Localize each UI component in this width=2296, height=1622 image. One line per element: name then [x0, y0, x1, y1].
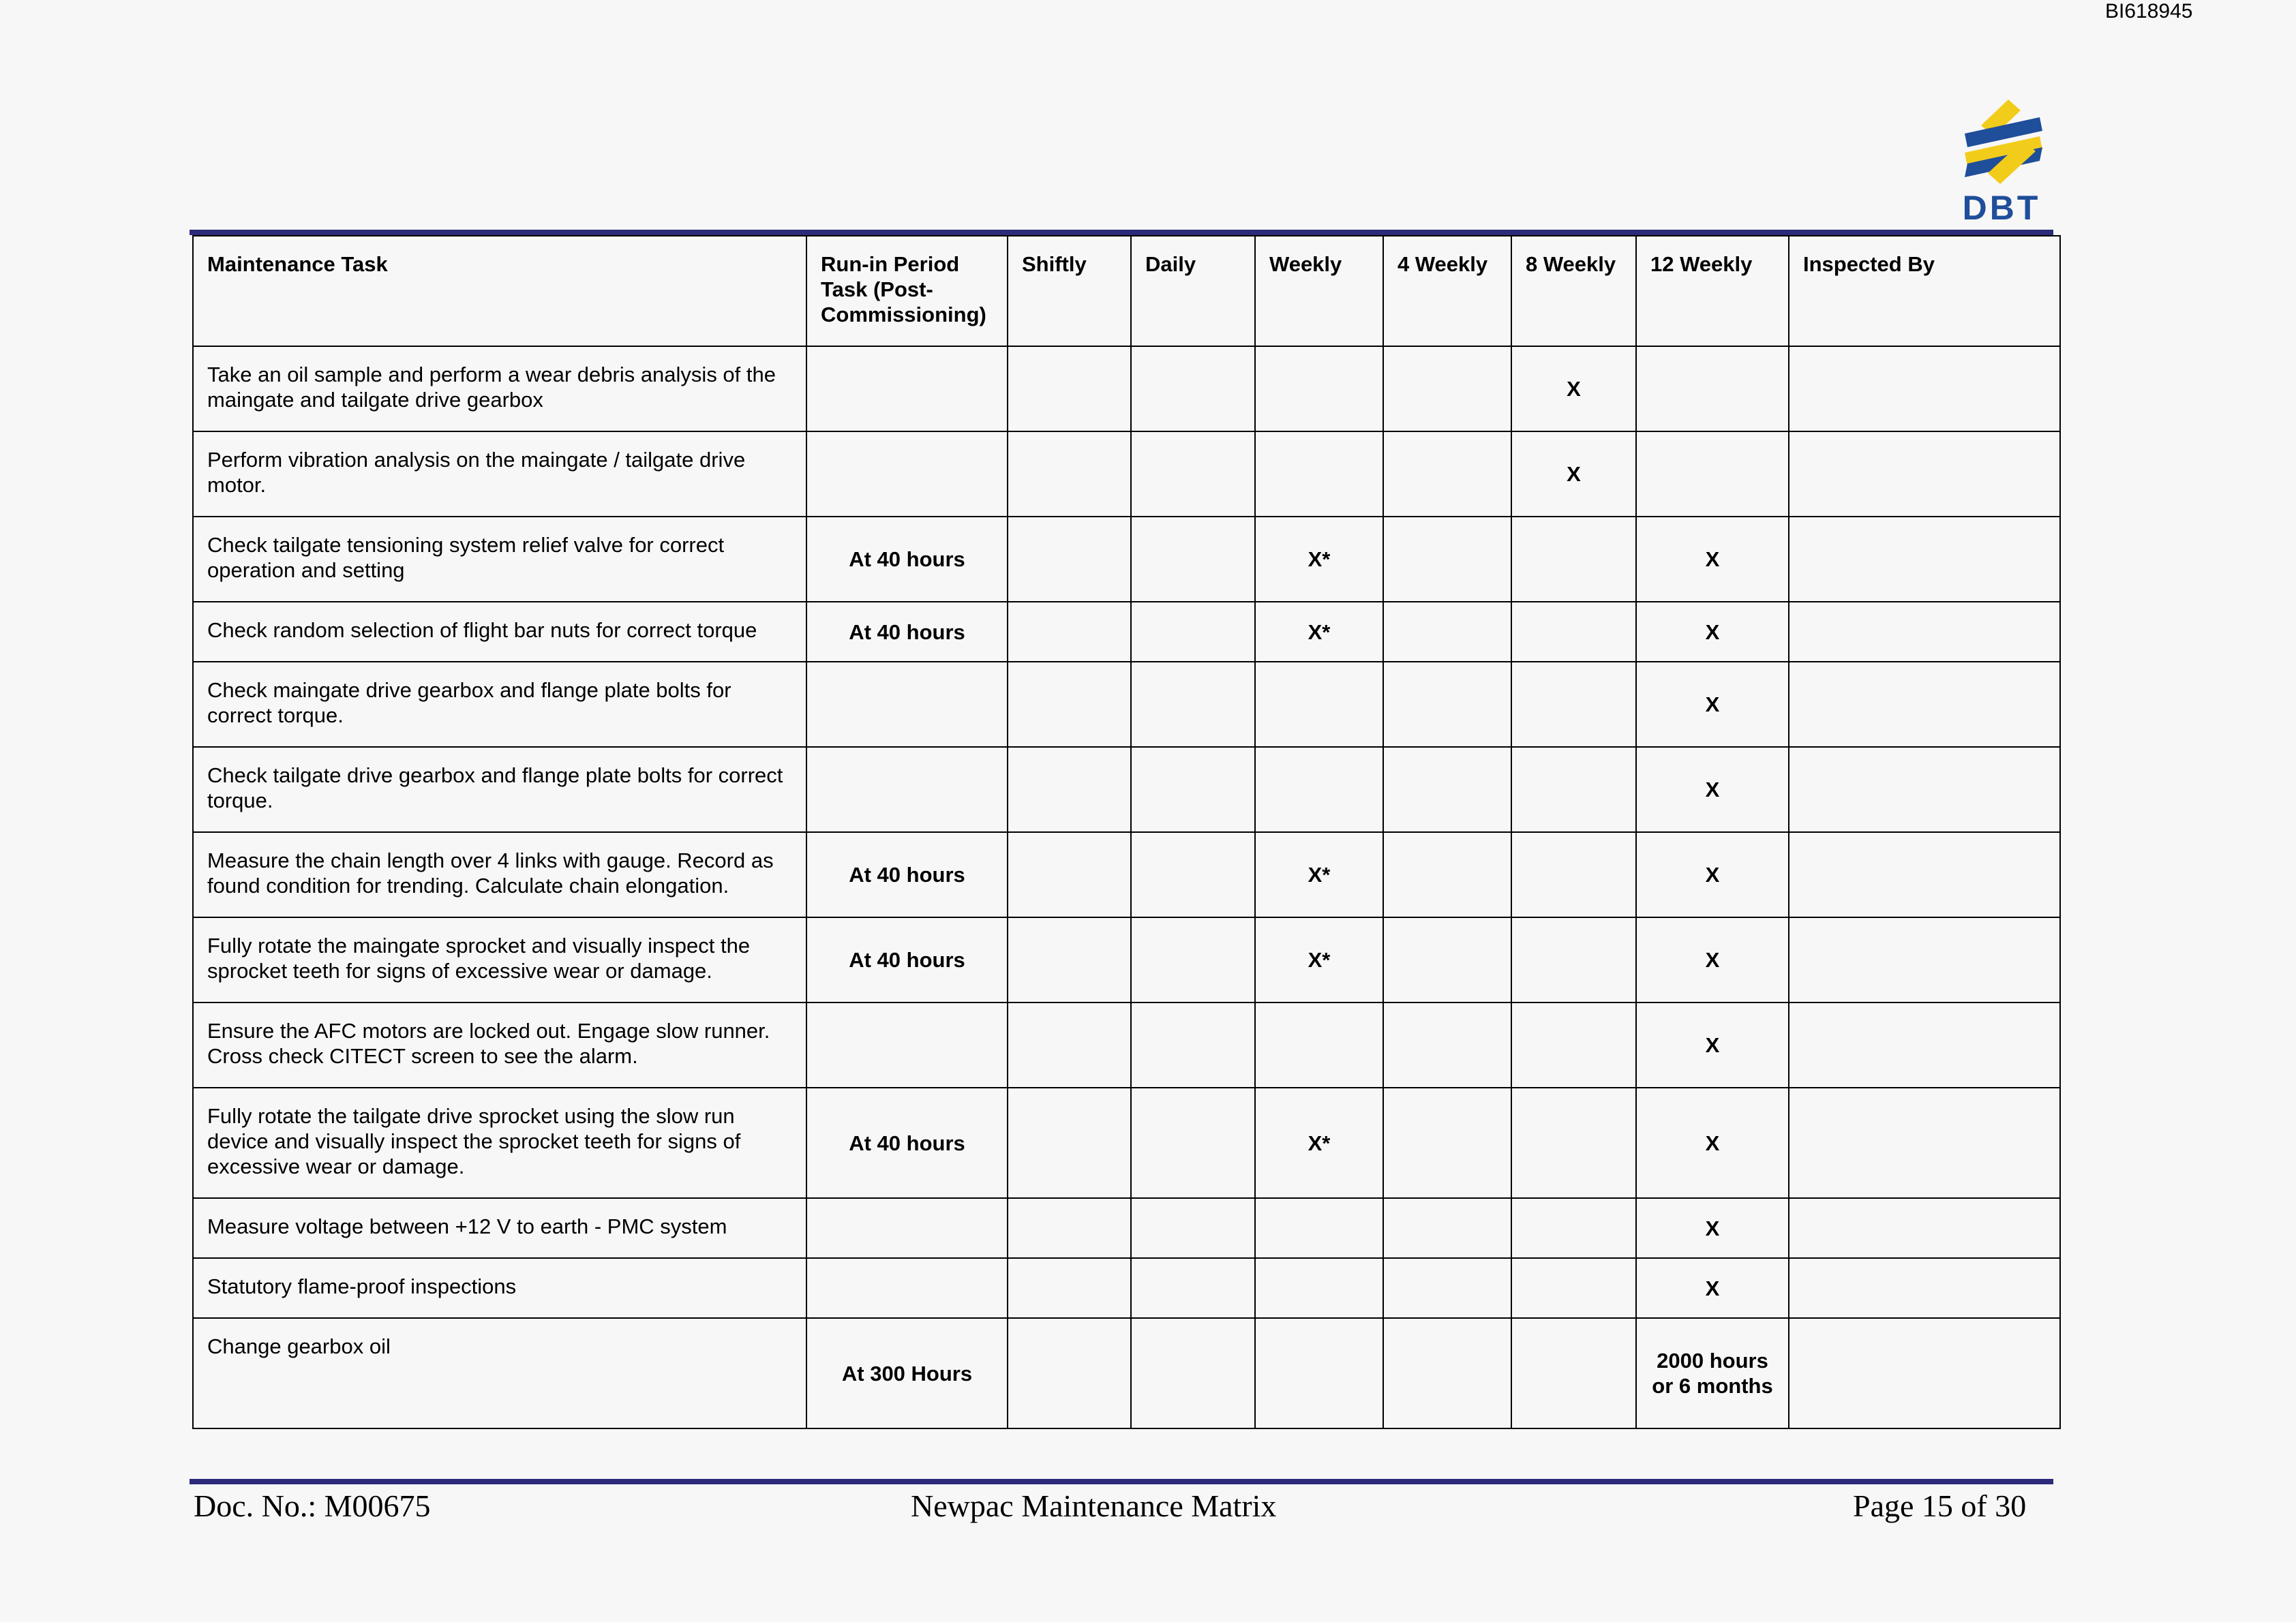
- weekly-cell: [1255, 1318, 1383, 1428]
- inspected-by-cell[interactable]: [1789, 662, 2060, 747]
- shiftly-cell: [1008, 517, 1131, 602]
- inspected-by-cell[interactable]: [1789, 1003, 2060, 1088]
- 12-weekly-cell: [1636, 346, 1789, 431]
- logo-text: DBT: [1962, 189, 2041, 227]
- 4-weekly-cell: [1383, 662, 1511, 747]
- dbt-logo-icon: [1954, 95, 2049, 232]
- weekly-cell: [1255, 1258, 1383, 1318]
- task-cell: Ensure the AFC motors are locked out. Engage slow runner. Cross check CITECT screen to see the alarm.: [193, 1003, 806, 1088]
- runin-cell: [806, 1258, 1008, 1318]
- inspected-by-cell[interactable]: [1789, 1318, 2060, 1428]
- weekly-cell: [1255, 1198, 1383, 1258]
- document-id: BI618945: [2105, 0, 2193, 22]
- task-cell: Change gearbox oil: [193, 1318, 806, 1428]
- task-cell: Fully rotate the tailgate drive sprocket using the slow run device and visually inspect the sprocket teeth for signs of excessive wear or damage.: [193, 1088, 806, 1198]
- daily-cell: [1131, 602, 1255, 662]
- inspected-by-cell[interactable]: [1789, 917, 2060, 1003]
- task-cell: Check maingate drive gearbox and flange plate bolts for correct torque.: [193, 662, 806, 747]
- inspected-by-cell[interactable]: [1789, 1258, 2060, 1318]
- daily-cell: [1131, 1003, 1255, 1088]
- 8-weekly-cell: [1511, 1198, 1636, 1258]
- 12-weekly-cell: X: [1636, 517, 1789, 602]
- daily-cell: [1131, 1258, 1255, 1318]
- weekly-cell: X*: [1255, 1088, 1383, 1198]
- 4-weekly-cell: [1383, 1198, 1511, 1258]
- table-header-row: [193, 236, 2060, 346]
- daily-cell: [1131, 832, 1255, 917]
- 12-weekly-cell: X: [1636, 917, 1789, 1003]
- table-row: [193, 1088, 2060, 1198]
- 12-weekly-cell: X: [1636, 662, 1789, 747]
- column-header: 4 Weekly: [1383, 236, 1511, 346]
- task-cell: Check tailgate drive gearbox and flange plate bolts for correct torque.: [193, 747, 806, 832]
- daily-cell: [1131, 346, 1255, 431]
- inspected-by-cell[interactable]: [1789, 1198, 2060, 1258]
- runin-cell: [806, 747, 1008, 832]
- table-row: [193, 832, 2060, 917]
- inspected-by-cell[interactable]: [1789, 747, 2060, 832]
- shiftly-cell: [1008, 602, 1131, 662]
- shiftly-cell: [1008, 1318, 1131, 1428]
- 4-weekly-cell: [1383, 431, 1511, 517]
- table-row: [193, 1003, 2060, 1088]
- column-header: Weekly: [1255, 236, 1383, 346]
- 8-weekly-cell: X: [1511, 346, 1636, 431]
- 4-weekly-cell: [1383, 517, 1511, 602]
- 4-weekly-cell: [1383, 1318, 1511, 1428]
- daily-cell: [1131, 431, 1255, 517]
- runin-cell: At 40 hours: [806, 917, 1008, 1003]
- runin-cell: At 40 hours: [806, 1088, 1008, 1198]
- 8-weekly-cell: [1511, 747, 1636, 832]
- 8-weekly-cell: [1511, 602, 1636, 662]
- 12-weekly-cell: X: [1636, 1088, 1789, 1198]
- 8-weekly-cell: [1511, 517, 1636, 602]
- 8-weekly-cell: [1511, 1003, 1636, 1088]
- column-header: 12 Weekly: [1636, 236, 1789, 346]
- task-cell: Measure the chain length over 4 links with gauge. Record as found condition for trending. Calculate chain elongation.: [193, 832, 806, 917]
- footer-page-number: Page 15 of 30: [1853, 1488, 2027, 1523]
- 12-weekly-cell: X: [1636, 747, 1789, 832]
- maintenance-matrix-table: [192, 235, 2061, 1429]
- 4-weekly-cell: [1383, 1258, 1511, 1318]
- task-cell: Check random selection of flight bar nuts for correct torque: [193, 602, 806, 662]
- table-row: [193, 431, 2060, 517]
- runin-cell: At 300 Hours: [806, 1318, 1008, 1428]
- shiftly-cell: [1008, 1003, 1131, 1088]
- inspected-by-cell[interactable]: [1789, 431, 2060, 517]
- task-cell: Measure voltage between +12 V to earth - PMC system: [193, 1198, 806, 1258]
- 4-weekly-cell: [1383, 832, 1511, 917]
- column-header: Daily: [1131, 236, 1255, 346]
- daily-cell: [1131, 747, 1255, 832]
- shiftly-cell: [1008, 1198, 1131, 1258]
- 8-weekly-cell: X: [1511, 431, 1636, 517]
- shiftly-cell: [1008, 662, 1131, 747]
- shiftly-cell: [1008, 431, 1131, 517]
- 4-weekly-cell: [1383, 346, 1511, 431]
- runin-cell: At 40 hours: [806, 517, 1008, 602]
- task-cell: Check tailgate tensioning system relief valve for correct operation and setting: [193, 517, 806, 602]
- column-header: Shiftly: [1008, 236, 1131, 346]
- header-rule: [190, 230, 2053, 235]
- table-row: [193, 917, 2060, 1003]
- table-row: [193, 662, 2060, 747]
- daily-cell: [1131, 1318, 1255, 1428]
- runin-cell: [806, 662, 1008, 747]
- daily-cell: [1131, 917, 1255, 1003]
- table-row: [193, 1198, 2060, 1258]
- 8-weekly-cell: [1511, 1258, 1636, 1318]
- footer-title: Newpac Maintenance Matrix: [911, 1488, 1277, 1523]
- task-cell: Statutory flame-proof inspections: [193, 1258, 806, 1318]
- 8-weekly-cell: [1511, 917, 1636, 1003]
- table-row: [193, 1318, 2060, 1428]
- weekly-cell: X*: [1255, 832, 1383, 917]
- task-cell: Fully rotate the maingate sprocket and visually inspect the sprocket teeth for signs of excessive wear or damage.: [193, 917, 806, 1003]
- daily-cell: [1131, 662, 1255, 747]
- 12-weekly-cell: [1636, 431, 1789, 517]
- shiftly-cell: [1008, 346, 1131, 431]
- shiftly-cell: [1008, 917, 1131, 1003]
- column-header: Inspected By: [1789, 236, 2060, 346]
- weekly-cell: [1255, 431, 1383, 517]
- daily-cell: [1131, 1088, 1255, 1198]
- column-header: 8 Weekly: [1511, 236, 1636, 346]
- 12-weekly-cell: X: [1636, 602, 1789, 662]
- footer-rule: [190, 1479, 2053, 1484]
- 12-weekly-cell: X: [1636, 1198, 1789, 1258]
- 4-weekly-cell: [1383, 1003, 1511, 1088]
- shiftly-cell: [1008, 747, 1131, 832]
- table-row: [193, 602, 2060, 662]
- inspected-by-cell[interactable]: [1789, 602, 2060, 662]
- table-row: [193, 747, 2060, 832]
- runin-cell: [806, 1003, 1008, 1088]
- inspected-by-cell[interactable]: [1789, 832, 2060, 917]
- table-row: [193, 346, 2060, 431]
- task-cell: Take an oil sample and perform a wear debris analysis of the maingate and tailgate drive gearbox: [193, 346, 806, 431]
- weekly-cell: X*: [1255, 917, 1383, 1003]
- 4-weekly-cell: [1383, 747, 1511, 832]
- footer-doc-number: Doc. No.: M00675: [194, 1488, 431, 1523]
- runin-cell: [806, 1198, 1008, 1258]
- 12-weekly-cell: X: [1636, 1258, 1789, 1318]
- 4-weekly-cell: [1383, 602, 1511, 662]
- column-header: Maintenance Task: [193, 236, 806, 346]
- weekly-cell: X*: [1255, 602, 1383, 662]
- 12-weekly-cell: X: [1636, 832, 1789, 917]
- daily-cell: [1131, 517, 1255, 602]
- table-row: [193, 517, 2060, 602]
- 8-weekly-cell: [1511, 832, 1636, 917]
- weekly-cell: [1255, 346, 1383, 431]
- inspected-by-cell[interactable]: [1789, 1088, 2060, 1198]
- runin-cell: At 40 hours: [806, 832, 1008, 917]
- weekly-cell: [1255, 1003, 1383, 1088]
- 4-weekly-cell: [1383, 1088, 1511, 1198]
- 8-weekly-cell: [1511, 662, 1636, 747]
- runin-cell: [806, 346, 1008, 431]
- task-cell: Perform vibration analysis on the maingate / tailgate drive motor.: [193, 431, 806, 517]
- runin-cell: At 40 hours: [806, 602, 1008, 662]
- 8-weekly-cell: [1511, 1318, 1636, 1428]
- runin-cell: [806, 431, 1008, 517]
- shiftly-cell: [1008, 832, 1131, 917]
- weekly-cell: [1255, 662, 1383, 747]
- weekly-cell: [1255, 747, 1383, 832]
- 4-weekly-cell: [1383, 917, 1511, 1003]
- daily-cell: [1131, 1198, 1255, 1258]
- dbt-logo: [1954, 95, 2049, 232]
- shiftly-cell: [1008, 1088, 1131, 1198]
- column-header: Run-in Period Task (Post-Commissioning): [806, 236, 1008, 346]
- weekly-cell: X*: [1255, 517, 1383, 602]
- shiftly-cell: [1008, 1258, 1131, 1318]
- inspected-by-cell[interactable]: [1789, 346, 2060, 431]
- inspected-by-cell[interactable]: [1789, 517, 2060, 602]
- table-row: [193, 1258, 2060, 1318]
- 12-weekly-cell: X: [1636, 1003, 1789, 1088]
- 12-weekly-cell: 2000 hours or 6 months: [1636, 1318, 1789, 1428]
- 8-weekly-cell: [1511, 1088, 1636, 1198]
